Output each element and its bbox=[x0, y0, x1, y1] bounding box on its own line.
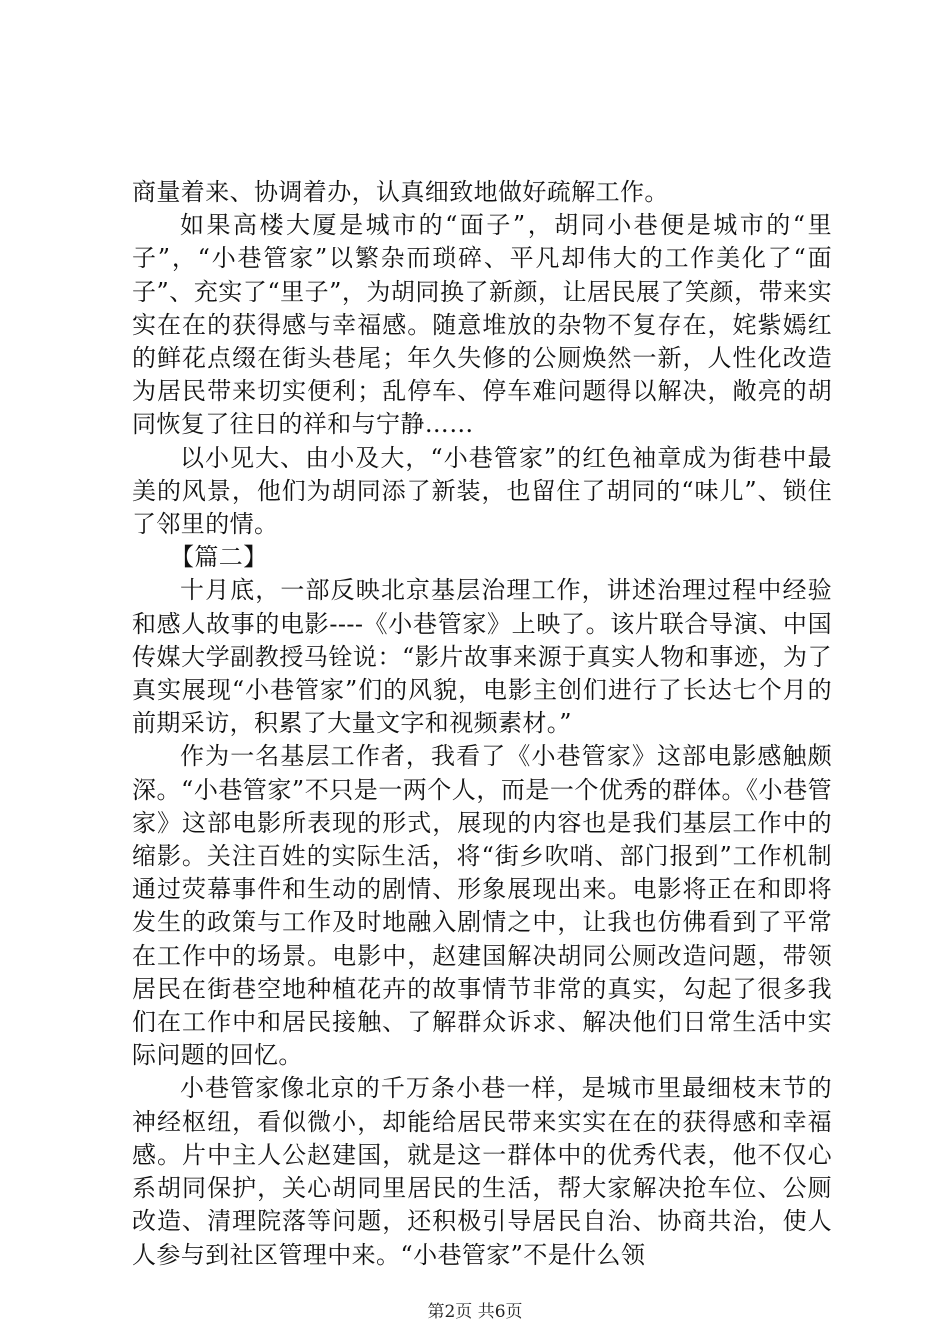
paragraph-alley-steward: 小巷管家像北京的千万条小巷一样，是城市里最细枝末节的神经枢纽，看似微小，却能给居民带来实实在在的获得感和幸福感。片中主人公赵建国，就是这一群体中的优秀代表，他不仅心系胡同保护，关心胡同里居民的生活，帮大家解决抢车位、公厕改造、清理院落等问题，还积极引导居民自治、协商共治，使人人参与到社区管理中来。“小巷管家”不是什么领 bbox=[132, 1074, 832, 1269]
document-body bbox=[132, 176, 832, 1272]
paragraph-red-armband: 以小见大、由小及大，“小巷管家”的红色袖章成为街巷中最美的风景，他们为胡同添了新装，也留住了胡同的“味儿”、锁住了邻里的情。 bbox=[132, 443, 832, 539]
paragraph-film-release: 十月底，一部反映北京基层治理工作，讲述治理过程中经验和感人故事的电影----《小巷管家》上映了。该片联合导演、中国传媒大学副教授马铨说：“影片故事来源于真实人物和事迹，为了真实展现“小巷管家”们的风貌，电影主创们进行了长达七个月的前期采访，积累了大量文字和视频素材。” bbox=[132, 576, 832, 738]
page-number-footer: 第2页 共6页 bbox=[427, 1302, 523, 1322]
paragraph-mianzi-lizi: 如果高楼大厦是城市的“面子”，胡同小巷便是城市的“里子”，“小巷管家”以繁杂而琐碎、平凡却伟大的工作美化了“面子”、充实了“里子”，为胡同换了新颜，让居民展了笑颜，带来实实在在的获得感与幸福感。随意堆放的杂物不复存在，姹紫嫣红的鲜花点缀在街头巷尾；年久失修的公厕焕然一新，人性化改造为居民带来切实便利；乱停车、停车难问题得以解决，敞亮的胡同恢复了往日的祥和与宁静…… bbox=[132, 211, 832, 439]
paragraph-continuation: 商量着来、协调着办，认真细致地做好疏解工作。 bbox=[132, 178, 669, 206]
paragraph-grassroots-worker: 作为一名基层工作者，我看了《小巷管家》这部电影感触颇深。“小巷管家”不只是一两个人，而是一个优秀的群体。《小巷管家》这部电影所表现的形式，展现的内容也是我们基层工作中的缩影。关注百姓的实际生活，将“街乡吹哨、部门报到”工作机制通过荧幕事件和生动的剧情、形象展现出来。电影将正在和即将发生的政策与工作及时地融入剧情之中，让我也仿佛看到了平常在工作中的场景。电影中，赵建国解决胡同公厕改造问题，带领居民在街巷空地种植花卉的故事情节非常的真实，勾起了很多我们在工作中和居民接触、了解群众诉求、解决他们日常生活中实际问题的回忆。 bbox=[132, 742, 832, 1070]
section-heading-part-two: 【篇二】 bbox=[170, 543, 268, 572]
